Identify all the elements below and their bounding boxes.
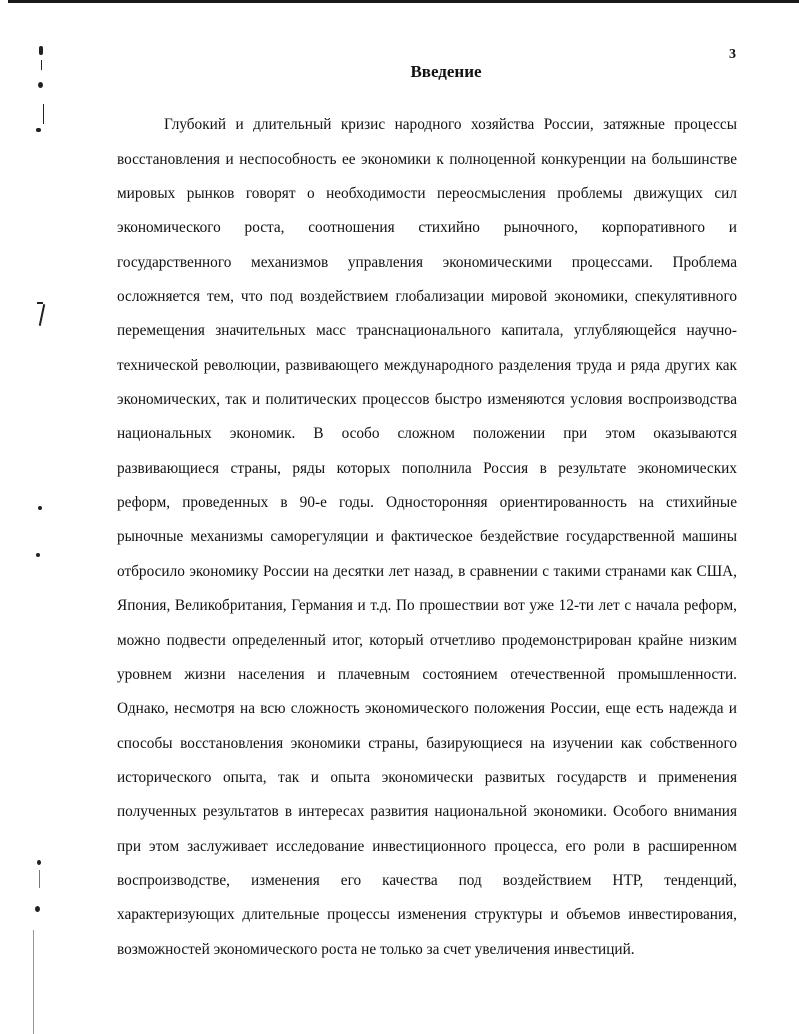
scan-mark: [33, 930, 34, 1034]
text-line: экономического роста, соотношения стихийно рыночного, корпоративного и: [117, 219, 737, 236]
scan-mark: [36, 553, 40, 557]
text-line: технической революции, развивающего международного разделения труда и ряда других как: [117, 357, 737, 374]
text-line: способы восстановления экономики страны, базирующиеся на изучении как собственного: [117, 735, 737, 752]
scan-mark: [39, 46, 43, 55]
text-line: экономических, так и политических процессов быстро изменяются условия воспроизводства: [117, 391, 737, 408]
text-line: национальных экономик. В особо сложном положении при этом оказываются: [117, 425, 737, 442]
scan-mark: [38, 82, 43, 88]
text-line: Япония, Великобритания, Германия и т.д. По прошествии вот уже 12-ти лет с начала реформ,: [117, 597, 737, 614]
text-line: воспроизводстве, изменения его качества под воздействием НТР, тенденций,: [117, 872, 737, 889]
text-line: рыночные механизмы саморегуляции и фактическое бездействие государственной машины: [117, 528, 737, 545]
scan-top-border: [8, 0, 799, 3]
text-line: развивающиеся страны, ряды которых пополнила Россия в результате экономических: [117, 460, 737, 477]
text-line: уровнем жизни населения и плачевным состоянием отечественной промышленности.: [117, 666, 737, 683]
scan-mark: [37, 860, 41, 865]
text-line: осложняется тем, что под воздействием глобализации мировой экономики, спекулятивного: [117, 288, 737, 305]
scan-mark: [39, 870, 40, 888]
page-title: Введение: [410, 62, 482, 81]
scan-mark: [37, 302, 43, 304]
text-line: мировых рынков говорят о необходимости переосмысления проблемы движущих сил: [117, 185, 737, 202]
text-line: при этом заслуживает исследование инвестиционного процесса, его роли в расширенном: [117, 838, 737, 855]
text-line: возможностей экономического роста не только за счет увеличения инвестиций.: [117, 941, 635, 958]
text-line: Глубокий и длительный кризис народного хозяйства России, затяжные процессы: [164, 116, 737, 133]
text-line: государственного механизмов управления экономическими процессами. Проблема: [117, 254, 737, 271]
text-line: исторического опыта, так и опыта экономически развитых государств и применения: [117, 769, 737, 786]
text-line: восстановления и неспособность ее экономики к полноценной конкуренции на большинстве: [117, 151, 737, 168]
scan-mark: [43, 104, 44, 124]
page-number: 3: [729, 47, 736, 62]
text-line: отбросило экономику России на десятки лет назад, в сравнении с такими странами как США,: [117, 563, 737, 580]
scan-mark: [41, 60, 42, 70]
text-line: можно подвести определенный итог, который отчетливо продемонстрирован крайне низким: [117, 632, 737, 649]
scan-mark: [36, 128, 41, 132]
text-line: Однако, несмотря на всю сложность экономического положения России, еще есть надежда и: [117, 700, 737, 717]
text-line: перемещения значительных масс транснационального капитала, углубляющейся научно-: [117, 322, 737, 339]
scan-mark: [35, 906, 40, 912]
scan-mark: [39, 304, 46, 326]
text-line: реформ, проведенных в 90-е годы. Односторонняя ориентированность на стихийные: [117, 494, 737, 511]
text-line: характеризующих длительные процессы изменения структуры и объемов инвестирования,: [117, 906, 737, 923]
scan-mark: [38, 506, 42, 510]
text-line: полученных результатов в интересах развития национальной экономики. Особого внимания: [117, 803, 737, 820]
